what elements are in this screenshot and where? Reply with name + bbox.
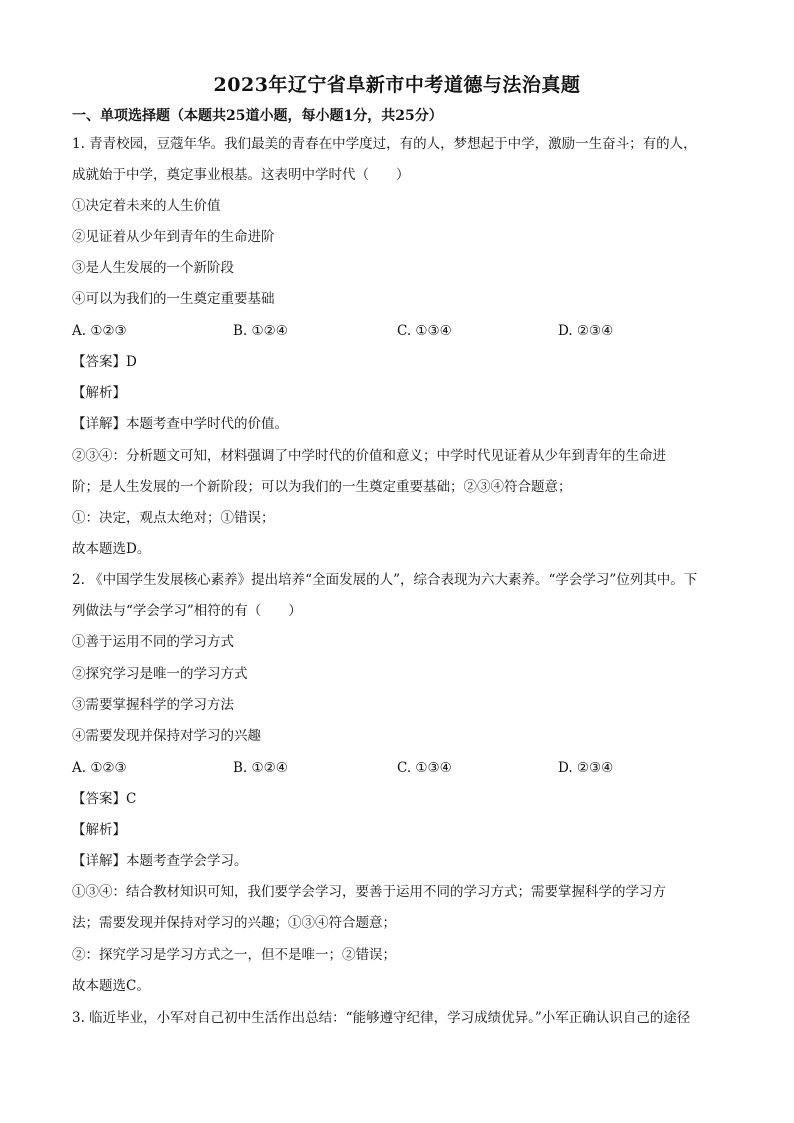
- q2-option-b: B. ①②④: [233, 760, 288, 776]
- q1-analysis-label: 【解析】: [72, 385, 126, 401]
- q2-option-d: D. ②③④: [558, 760, 614, 776]
- q1-statement-4: ④可以为我们的一生奠定重要基础: [72, 291, 275, 307]
- q2-answer: 【答案】C: [72, 791, 137, 807]
- q1-statement-1: ①决定着未来的人生价值: [72, 198, 221, 214]
- q1-statement-2: ②见证着从少年到青年的生命进阶: [72, 229, 275, 245]
- q1-option-b: B. ①②④: [233, 323, 288, 339]
- q1-detail: 【详解】本题考查中学时代的价值。: [72, 416, 288, 432]
- q1-explanation-line-3: ①：决定，观点太绝对；①错误；: [72, 510, 275, 526]
- q1-answer: 【答案】D: [72, 354, 137, 370]
- q1-stem-line-2: 成就始于中学，奠定事业根基。这表明中学时代（ ）: [72, 167, 410, 183]
- q3-stem-line-1: 3. 临近毕业，小军对自己初中生活作出总结：“能够遵守纪律，学习成绩优异。”小军正确认识自己的途径: [72, 1010, 691, 1026]
- q2-explanation-line-1: ①③④：结合教材知识可知，我们要学会学习，要善于运用不同的学习方式；需要掌握科学的学习方: [72, 884, 666, 900]
- q2-detail: 【详解】本题考查学会学习。: [72, 853, 248, 869]
- q2-statement-1: ①善于运用不同的学习方式: [72, 634, 234, 650]
- q2-option-c: C. ①③④: [397, 760, 452, 776]
- q1-option-a: A. ①②③: [72, 323, 127, 339]
- q2-explanation-line-2: 法；需要发现并保持对学习的兴趣；①③④符合题意；: [72, 915, 396, 931]
- q1-conclusion: 故本题选D。: [72, 541, 151, 557]
- q2-statement-2: ②探究学习是唯一的学习方式: [72, 666, 248, 682]
- section-heading: 一、单项选择题（本题共25道小题，每小题1分，共25分）: [72, 108, 443, 124]
- q2-stem-line-1: 2. 《中国学生发展核心素养》提出培养“全面发展的人”，综合表现为六大素养。“学会学习”位列其中。下: [72, 572, 698, 588]
- q2-statement-3: ③需要掌握科学的学习方法: [72, 697, 234, 713]
- q1-option-c: C. ①③④: [397, 323, 452, 339]
- document-title: 2023年辽宁省阜新市中考道德与法治真题: [213, 74, 581, 96]
- q2-analysis-label: 【解析】: [72, 822, 126, 838]
- q2-stem-line-2: 列做法与“学会学习”相符的有（ ）: [72, 603, 302, 619]
- q2-statement-4: ④需要发现并保持对学习的兴趣: [72, 728, 261, 744]
- q1-statement-3: ③是人生发展的一个新阶段: [72, 260, 234, 276]
- q2-conclusion: 故本题选C。: [72, 978, 150, 994]
- q2-explanation-line-3: ②：探究学习是学习方式之一，但不是唯一；②错误；: [72, 947, 396, 963]
- q2-option-a: A. ①②③: [72, 760, 127, 776]
- q1-explanation-line-1: ②③④：分析题文可知，材料强调了中学时代的价值和意义；中学时代见证着从少年到青年的生命进: [72, 448, 666, 464]
- q1-stem-line-1: 1. 青青校园，豆蔻年华。我们最美的青春在中学度过，有的人，梦想起于中学，激励一生奋斗；有的人，: [72, 136, 697, 152]
- q1-explanation-line-2: 阶；是人生发展的一个新阶段；可以为我们的一生奠定重要基础；②③④符合题意；: [72, 479, 572, 495]
- q1-option-d: D. ②③④: [558, 323, 614, 339]
